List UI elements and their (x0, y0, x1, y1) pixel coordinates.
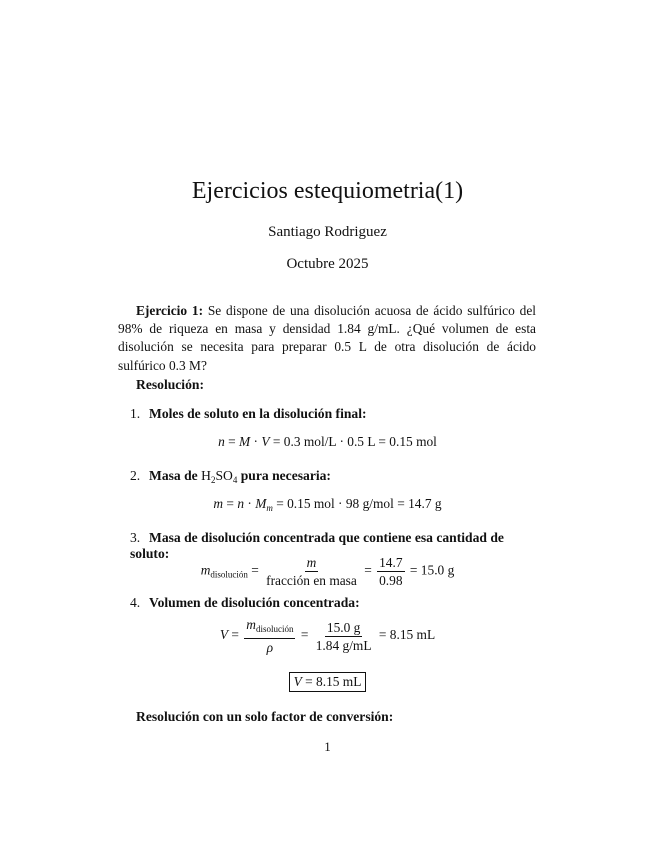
equation-moles (0, 434, 655, 450)
step-text: Volumen de disolución concentrada: (149, 595, 360, 610)
eq-subscript: disolución (210, 569, 248, 580)
eq-operator: = (228, 627, 243, 643)
frac-numerator: 14.7 (379, 555, 403, 570)
fraction (264, 555, 359, 588)
step-text: Moles de soluto en la disolución final: (149, 406, 367, 421)
eq-result: = 0.3 mol/L · 0.5 L = 0.15 mol (269, 434, 437, 449)
exercise-label: Ejercicio 1: (136, 303, 204, 318)
eq-operator: = (300, 627, 312, 643)
chem-formula (201, 468, 237, 483)
formula-subscript: 4 (232, 475, 238, 485)
eq-operator: = (364, 562, 376, 578)
step-text: pura necesaria: (237, 468, 331, 483)
equation-volume (0, 617, 655, 655)
second-heading: Resolución con un solo factor de conversión: (136, 709, 394, 724)
equation-solution-mass (0, 555, 655, 588)
resolution-heading: Resolución: (136, 377, 204, 392)
step-number: 1. (130, 406, 141, 421)
step-number: 4. (130, 595, 141, 610)
eq-symbol: n (218, 434, 225, 449)
frac-numerator: 15.0 g (326, 619, 361, 635)
eq-result: = 8.15 mL (301, 674, 362, 689)
step-1 (130, 406, 540, 422)
frac-denominator: ρ (266, 640, 274, 655)
answer-box (289, 672, 367, 692)
eq-operator: = (223, 496, 238, 511)
step-2 (130, 468, 540, 488)
eq-operator: · (244, 496, 256, 511)
final-answer (0, 672, 655, 692)
fraction (244, 617, 295, 655)
eq-result: = 15.0 g (409, 562, 455, 578)
fraction (314, 620, 374, 653)
equation-mass (0, 496, 655, 513)
eq-subscript: m (266, 503, 273, 513)
step-4 (130, 595, 540, 611)
eq-symbol: V (219, 627, 229, 643)
step-number: 3. (130, 530, 141, 545)
page-number: 1 (324, 739, 331, 754)
eq-subscript: disolución (255, 624, 294, 634)
document-author: Santiago Rodriguez (268, 224, 387, 240)
frac-denominator: 1.84 g/mL (315, 637, 372, 653)
eq-symbol: m (213, 496, 224, 511)
step-text: Masa de disolución concentrada que contiene esa cantidad de soluto: (130, 530, 504, 561)
eq-symbol: V (261, 434, 270, 449)
eq-operator: · (250, 434, 262, 449)
eq-symbol: M (255, 496, 267, 511)
exercise-text: Se dispone de una disolución acuosa de ácido sulfúrico del 98% de riqueza en masa y densidad 1.84 g/mL. ¿Qué volumen de esta disolución se necesita para preparar 0.5 L de otra disolución de ácido sulfúrico 0.3 M? (118, 303, 536, 373)
exercise-statement (118, 302, 536, 375)
document-date: Octubre 2025 (286, 256, 369, 272)
eq-result: = 8.15 mL (378, 627, 436, 643)
eq-operator: = (224, 434, 240, 449)
eq-result: = 0.15 mol · 98 g/mol = 14.7 g (272, 496, 442, 511)
frac-denominator: 0.98 (379, 573, 403, 588)
frac-numerator: m (246, 617, 256, 632)
formula-subscript: 2 (210, 475, 216, 485)
eq-operator: = (247, 562, 263, 578)
frac-numerator: m (306, 555, 317, 570)
eq-symbol: M (239, 434, 251, 449)
step-number: 2. (130, 468, 141, 483)
eq-symbol: V (293, 674, 302, 689)
eq-symbol: m (200, 562, 211, 578)
step-text: Masa de (149, 468, 202, 483)
frac-denominator: fracción en masa (266, 573, 357, 588)
document-title: Ejercicios estequiometria(1) (191, 178, 464, 204)
formula-part: H (201, 468, 211, 483)
formula-part: SO (215, 468, 233, 483)
eq-symbol: n (237, 496, 245, 511)
fraction (377, 555, 404, 588)
